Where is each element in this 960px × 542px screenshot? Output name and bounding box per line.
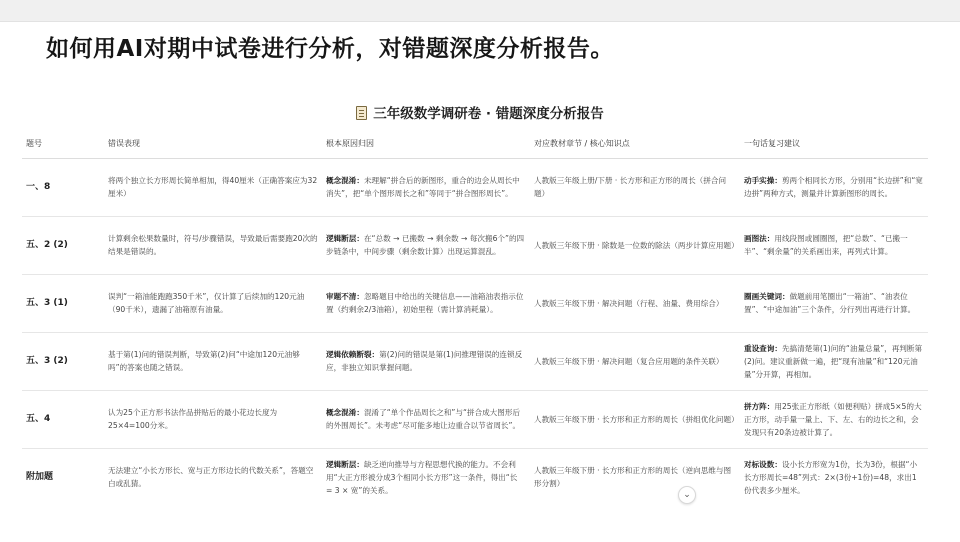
advice-text: 用线段图或圆圈图，把“总数”、“已搬一半”、“剩余量”的关系画出来，再列式计算。 <box>744 234 908 256</box>
advice-text: 剪两个相同长方形，分别用“长边拼”和“宽边拼”两种方式，测量并计算新图形的周长。 <box>744 176 923 198</box>
header-question-no: 题号 <box>22 130 104 158</box>
chapter-cell: 人教版三年级下册 · 除数是一位数的除法（两步计算应用题） <box>530 216 740 274</box>
chevron-down-icon: ⌄ <box>683 490 691 500</box>
page-headline: 如何用AI对期中试卷进行分析，对错题深度分析报告。 <box>46 36 614 62</box>
cause-text: 第(2)问的错误是第(1)问推理错误的连锁反应，非独立知识掌握问题。 <box>326 350 523 372</box>
chapter-cell: 人教版三年级下册 · 解决问题（复合应用题的条件关联） <box>530 332 740 390</box>
cause-text: 忽略题目中给出的关键信息——油箱油表指示位置（约剩余2/3油箱），初始里程（需计算消耗量）。 <box>326 292 524 314</box>
top-strip <box>0 0 960 22</box>
advice-tag: 圈画关键词： <box>744 292 790 301</box>
advice-text: 设小长方形宽为1份，长为3份，根据“小长方形周长=48”列式：2×(3份+1份)=48，求出1份代表多少厘米。 <box>744 459 918 495</box>
chapter-cell: 人教版三年级上册/下册 · 长方形和正方形的周长（拼合问题） <box>530 158 740 216</box>
table-header-row <box>22 130 928 158</box>
chapter-cell: 人教版三年级下册 · 解决问题（行程、油量、费用综合） <box>530 274 740 332</box>
error-cell: 将两个独立长方形周长简单相加，得40厘米（正确答案应为32厘米） <box>104 158 322 216</box>
cause-cell <box>322 158 530 216</box>
advice-cell <box>740 216 928 274</box>
advice-tag: 拼方阵： <box>744 401 775 411</box>
advice-cell <box>740 158 928 216</box>
advice-cell <box>740 448 928 506</box>
cause-cell <box>322 216 530 274</box>
table-row <box>22 216 928 274</box>
chapter-cell: 人教版三年级下册 · 长方形和正方形的周长（逆向思维与图形分割） <box>534 466 732 489</box>
cause-tag: 概念混淆： <box>326 408 364 417</box>
advice-text: 先搞清楚第(1)问的“油量总量”，再判断第(2)问。建议重新做一遍，把“现有油量”和“120元油量”分开算，再相加。 <box>744 343 923 379</box>
advice-tag: 对标设数： <box>744 459 782 469</box>
table-row <box>22 332 928 390</box>
advice-cell <box>740 332 928 390</box>
advice-tag: 重设查询： <box>744 343 782 353</box>
advice-text: 做题前用笔圈出“一箱油”、“油表位置”、“中途加油”三个条件，分行列出再进行计算。 <box>744 292 916 314</box>
error-cell: 认为25个正方形书法作品拼贴后的最小花边长度为 25×4=100分米。 <box>104 390 322 448</box>
question-no: 五、2 (2) <box>22 216 104 274</box>
cause-cell <box>322 274 530 332</box>
question-no: 五、3 (1) <box>22 274 104 332</box>
report-title-text: 三年级数学调研卷 · 错题深度分析报告 <box>373 106 604 122</box>
report-title <box>0 102 960 122</box>
header-cause: 根本原因归因 <box>322 130 530 158</box>
cause-cell <box>322 332 530 390</box>
question-no: 附加题 <box>26 471 54 482</box>
advice-tag: 动手实操： <box>744 176 782 185</box>
cause-cell <box>322 448 530 506</box>
document-icon <box>356 106 367 120</box>
advice-cell <box>740 390 928 448</box>
table-row <box>22 158 928 216</box>
question-no: 五、3 (2) <box>22 332 104 390</box>
cause-tag: 逻辑断层： <box>326 459 364 469</box>
question-no: 一、8 <box>22 158 104 216</box>
question-no: 五、4 <box>22 390 104 448</box>
cause-tag: 概念混淆： <box>326 176 364 185</box>
cause-tag: 逻辑断层： <box>326 234 364 243</box>
table-row <box>22 448 928 506</box>
header-chapter: 对应教材章节 / 核心知识点 <box>530 130 740 158</box>
advice-tag: 画图法： <box>744 234 775 243</box>
cause-cell <box>322 390 530 448</box>
error-analysis-table <box>22 130 928 506</box>
table-row <box>22 274 928 332</box>
cause-text: 缺乏逆向推导与方程思想代换的能力。不会利用“大正方形被分成3个相同小长方形”这一条件，得出“长 = 3 × 宽”的关系。 <box>326 459 518 495</box>
cause-text: 混淆了“单个作品周长之和”与“拼合成大图形后的外围周长”。未考虑“尽可能多地让边重合以节省周长”。 <box>326 408 521 430</box>
error-cell: 无法建立“小长方形长、宽与正方形边长的代数关系”，答题空白或乱猜。 <box>108 466 314 489</box>
cause-tag: 审题不清： <box>326 292 364 301</box>
error-cell: 基于第(1)问的错误判断，导致第(2)问“中途加120元油够吗”的答案也随之错误。 <box>104 332 322 390</box>
error-cell: 误判“一箱油能跑跑350千米”，仅计算了后续加的120元油（90千米），遗漏了油箱原有油量。 <box>104 274 322 332</box>
advice-text: 用25张正方形纸（如便利贴）拼成5×5的大正方形，动手量一量上、下、左、右的边长之和，会发现只有20条边被计算了。 <box>744 401 922 437</box>
cause-tag: 逻辑依赖断裂： <box>326 350 380 359</box>
chapter-cell: 人教版三年级下册 · 长方形和正方形的周长（拼组优化问题） <box>530 390 740 448</box>
cause-text: 在“总数 → 已搬数 → 剩余数 → 每次搬6个”的四步链条中，中间步骤（剩余数计算）出现运算混乱。 <box>326 234 525 256</box>
error-cell: 计算剩余松果数量时，符号/步骤错误，导致最后需要跑20次的结果是错误的。 <box>104 216 322 274</box>
header-advice: 一句话复习建议 <box>740 130 928 158</box>
cause-text: 未理解“拼合后的新图形，重合的边会从周长中消失”，把“单个图形周长之和”等同于“拼合图形周长”。 <box>326 176 520 198</box>
header-error: 错误表现 <box>104 130 322 158</box>
advice-cell <box>740 274 928 332</box>
scroll-down-button[interactable] <box>678 486 696 504</box>
table-row <box>22 390 928 448</box>
